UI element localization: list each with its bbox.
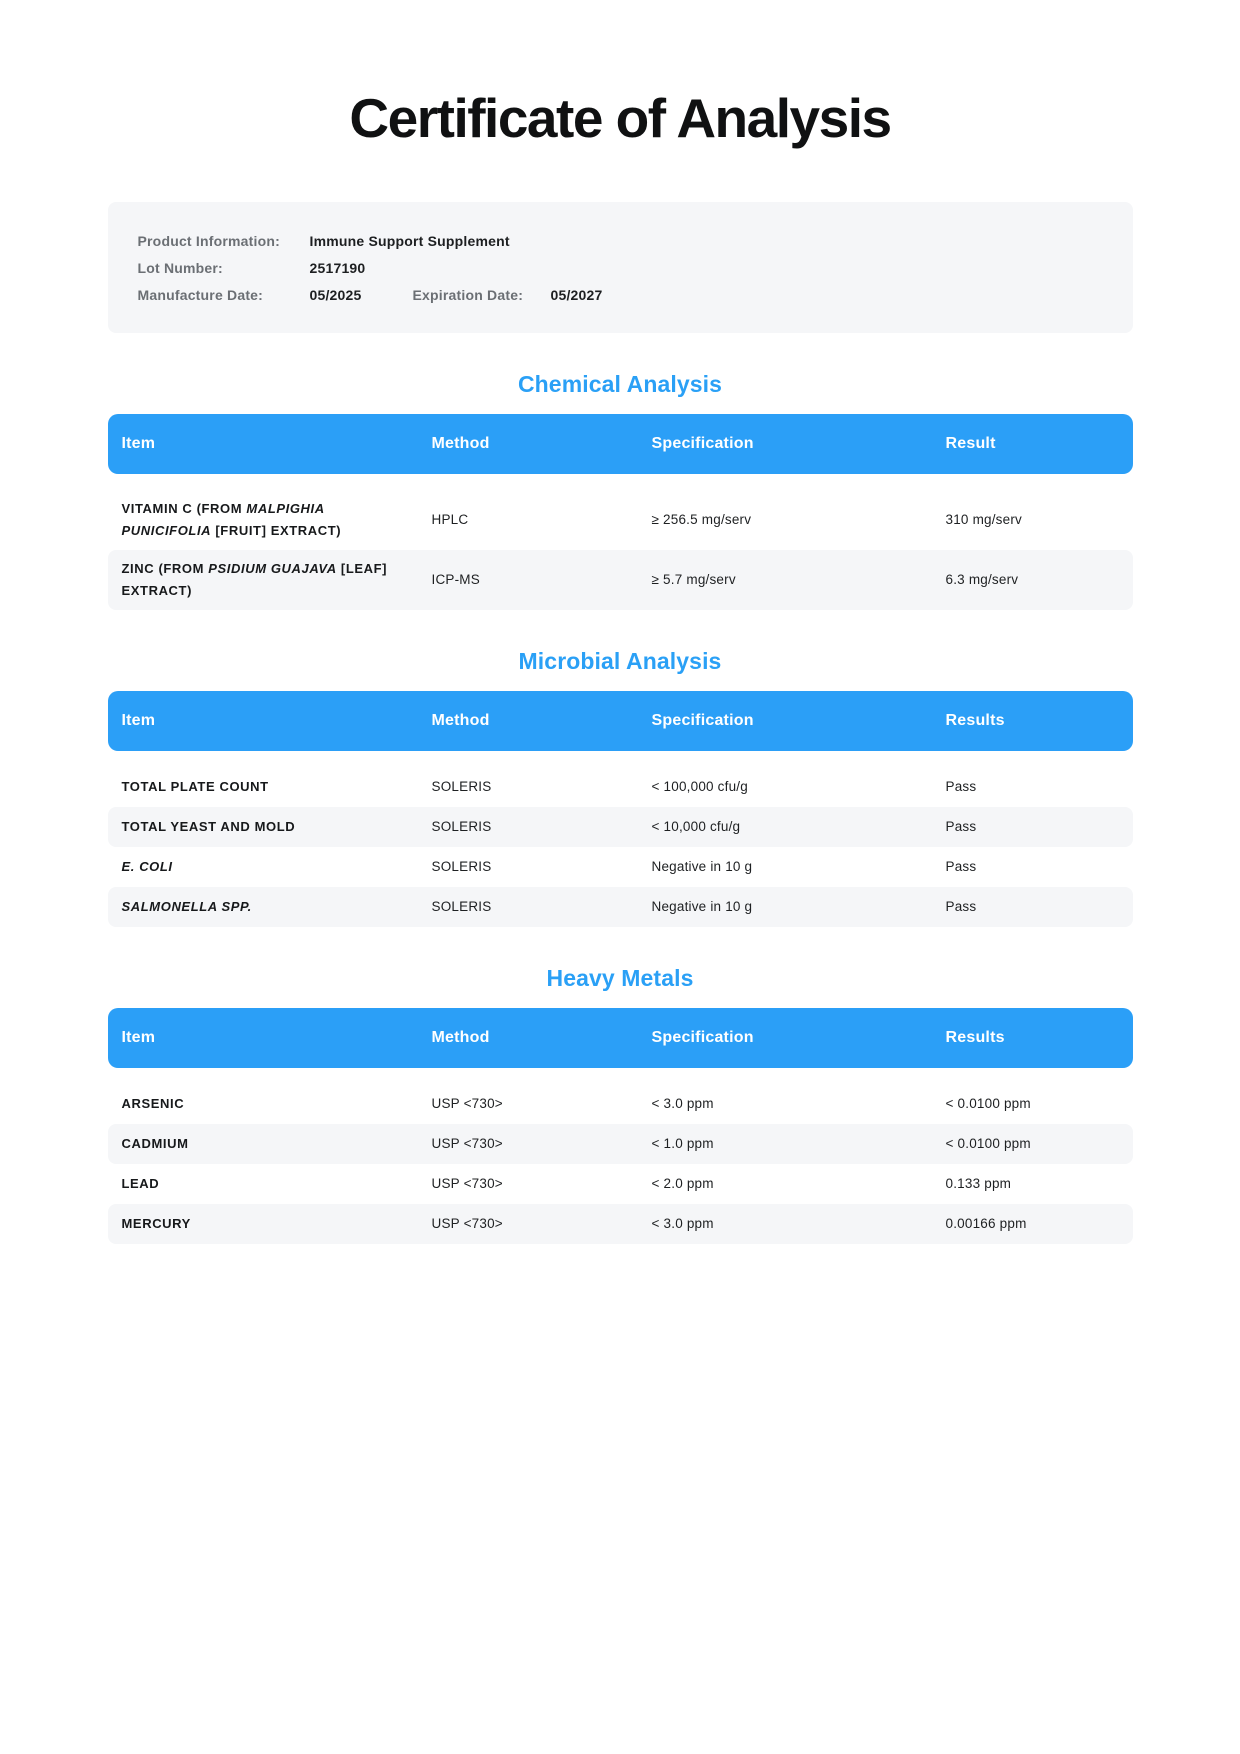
column-header-item: Item xyxy=(121,434,156,452)
column-header-spec: Specification xyxy=(651,711,754,729)
specification-cell: < 3.0 ppm xyxy=(651,1216,714,1232)
info-value: 05/2027 xyxy=(550,286,603,303)
item-text-segment: ZINC (FROM xyxy=(121,560,209,576)
table-row xyxy=(108,887,1133,927)
table-header-row xyxy=(108,1008,1133,1068)
item-cell xyxy=(108,816,432,838)
item-text-segment: MALPIGHIA PUNICIFOLIA xyxy=(121,500,325,538)
specification-cell: < 10,000 cfu/g xyxy=(651,819,741,835)
item-cell xyxy=(108,856,432,878)
result-cell: 0.133 ppm xyxy=(945,1176,1012,1192)
table-row xyxy=(108,1084,1133,1124)
item-text-segment: ARSENIC xyxy=(121,1095,185,1111)
item-cell xyxy=(108,1093,432,1115)
method-cell: HPLC xyxy=(431,512,469,528)
method-cell: USP <730> xyxy=(431,1096,503,1112)
column-header-item: Item xyxy=(121,711,156,729)
info-value: Immune Support Supplement xyxy=(309,232,510,249)
specification-cell: ≥ 256.5 mg/serv xyxy=(651,512,752,528)
column-header-method: Method xyxy=(431,434,490,452)
result-cell: < 0.0100 ppm xyxy=(945,1136,1031,1152)
result-cell: 6.3 mg/serv xyxy=(945,572,1019,588)
item-text-segment: [FRUIT] EXTRACT) xyxy=(211,522,342,538)
method-cell: SOLERIS xyxy=(431,899,492,915)
table-header-row xyxy=(108,691,1133,751)
result-cell: Pass xyxy=(945,859,977,875)
item-cell xyxy=(108,776,432,798)
info-value: 2517190 xyxy=(309,259,366,276)
result-cell: < 0.0100 ppm xyxy=(945,1096,1031,1112)
method-cell: SOLERIS xyxy=(431,779,492,795)
item-text-segment: MERCURY xyxy=(121,1215,191,1231)
item-text-segment: TOTAL PLATE COUNT xyxy=(121,778,269,794)
product-info-box xyxy=(108,202,1133,333)
specification-cell: < 3.0 ppm xyxy=(651,1096,714,1112)
table-row xyxy=(108,490,1133,550)
table-row xyxy=(108,1124,1133,1164)
table-row xyxy=(108,1204,1133,1244)
product-info-row xyxy=(138,282,1103,309)
column-header-result: Results xyxy=(945,711,1005,729)
method-cell: SOLERIS xyxy=(431,859,492,875)
item-text-segment: VITAMIN C (FROM xyxy=(121,500,247,516)
result-cell: Pass xyxy=(945,779,977,795)
table-row xyxy=(108,1164,1133,1204)
info-value: 05/2025 xyxy=(309,286,362,303)
specification-cell: ≥ 5.7 mg/serv xyxy=(651,572,736,588)
info-label: Product Information: xyxy=(137,232,280,249)
info-label: Expiration Date: xyxy=(412,286,524,303)
column-header-result: Result xyxy=(945,434,996,452)
table-row xyxy=(108,807,1133,847)
item-text-segment: E. COLI xyxy=(121,858,173,874)
item-cell xyxy=(108,1213,432,1235)
column-header-result: Results xyxy=(945,1028,1005,1046)
specification-cell: Negative in 10 g xyxy=(651,899,753,915)
item-text-segment: CADMIUM xyxy=(121,1135,189,1151)
result-cell: Pass xyxy=(945,899,977,915)
item-cell xyxy=(108,498,432,542)
column-header-method: Method xyxy=(431,711,490,729)
product-info-row xyxy=(138,228,1103,255)
item-cell xyxy=(108,1133,432,1155)
method-cell: SOLERIS xyxy=(431,819,492,835)
item-cell xyxy=(108,558,432,602)
result-cell: 310 mg/serv xyxy=(945,512,1022,528)
product-info-row xyxy=(138,255,1103,282)
item-cell xyxy=(108,1173,432,1195)
table-row xyxy=(108,767,1133,807)
item-text-segment: LEAD xyxy=(121,1175,160,1191)
column-header-item: Item xyxy=(121,1028,156,1046)
column-header-spec: Specification xyxy=(651,1028,754,1046)
result-cell: 0.00166 ppm xyxy=(945,1216,1027,1232)
column-header-spec: Specification xyxy=(651,434,754,452)
column-header-method: Method xyxy=(431,1028,490,1046)
table-body xyxy=(108,490,1133,610)
method-cell: USP <730> xyxy=(431,1176,503,1192)
item-text-segment: TOTAL YEAST AND MOLD xyxy=(121,818,296,834)
info-label: Manufacture Date: xyxy=(137,286,264,303)
specification-cell: < 2.0 ppm xyxy=(651,1176,714,1192)
item-cell xyxy=(108,896,432,918)
item-text-segment: PSIDIUM GUAJAVA xyxy=(208,560,337,576)
table-row xyxy=(108,847,1133,887)
method-cell: USP <730> xyxy=(431,1216,503,1232)
certificate-page xyxy=(108,0,1133,1244)
specification-cell: Negative in 10 g xyxy=(651,859,753,875)
method-cell: USP <730> xyxy=(431,1136,503,1152)
item-text-segment: SALMONELLA SPP. xyxy=(121,898,252,914)
specification-cell: < 1.0 ppm xyxy=(651,1136,714,1152)
table-row xyxy=(108,550,1133,610)
analysis-sections xyxy=(108,371,1133,1244)
section-title: Microbial Analysis xyxy=(518,647,722,674)
section-title: Chemical Analysis xyxy=(517,370,723,397)
section-title: Heavy Metals xyxy=(546,964,694,991)
table-header-row xyxy=(108,414,1133,474)
specification-cell: < 100,000 cfu/g xyxy=(651,779,748,795)
table-body xyxy=(108,767,1133,927)
table-body xyxy=(108,1084,1133,1244)
item-text-segment: [LEAF] EXTRACT) xyxy=(121,560,388,598)
method-cell: ICP-MS xyxy=(431,572,480,588)
result-cell: Pass xyxy=(945,819,977,835)
page-title: Certificate of Analysis xyxy=(349,87,891,149)
info-label: Lot Number: xyxy=(137,259,223,276)
